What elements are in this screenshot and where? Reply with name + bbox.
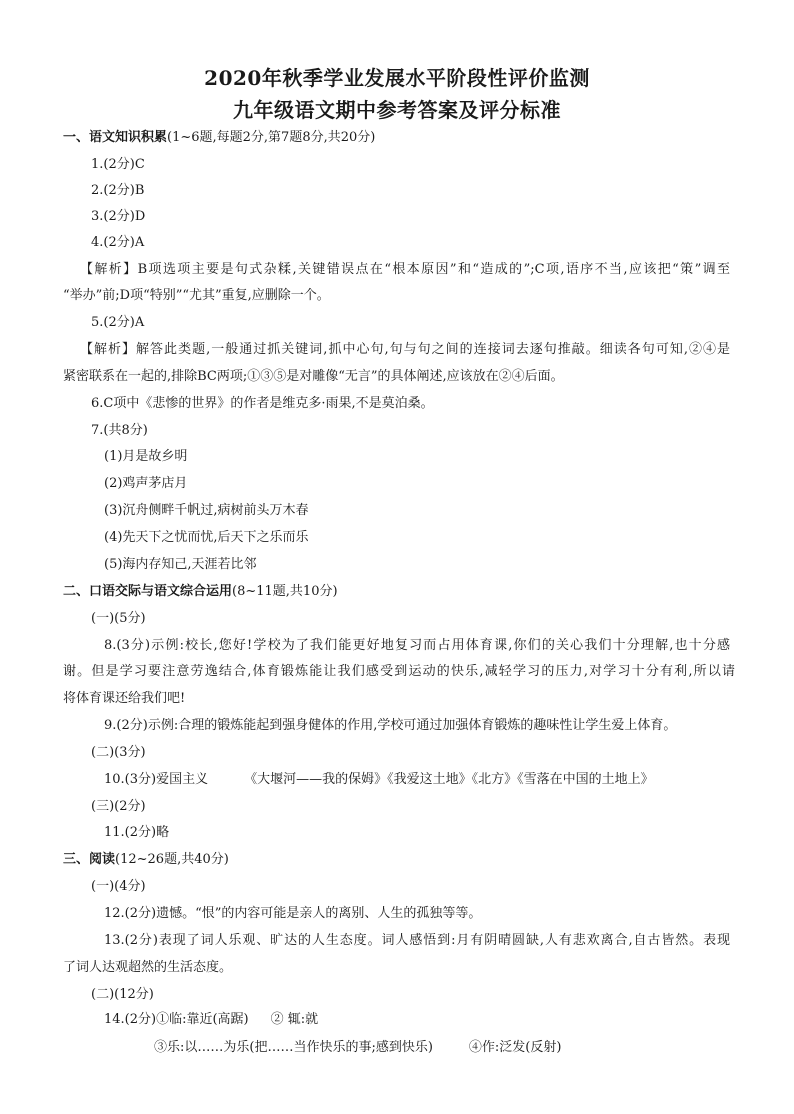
section-heading-1 [63,128,375,148]
answer-q5: 5.(2分)A [91,315,145,330]
subsection-3-1: (一)(4分) [91,879,146,894]
section-note: (8~11题,共10分) [232,584,338,599]
section-title: 一、语文知识积累 [63,130,168,145]
q14-item-1: 14.(2分)①临:靠近(高踞) [104,1012,249,1027]
q13-line2: 了词人达观超然的生活态度。 [63,960,233,975]
section-title: 三、阅读 [63,852,116,867]
q8-line1: 8.(3分)示例:校长,您好!学校为了我们能更好地复习而占用体育课,你们的关心我们十分理解,也十分感 [104,638,730,653]
answer-q6: 6.C项中《悲惨的世界》的作者是维克多·雨果,不是莫泊桑。 [91,396,434,411]
subsection-2-2: (二)(3分) [91,745,146,760]
answer-q1: 1.(2分)C [91,157,145,172]
page-subtitle: 九年级语文期中参考答案及评分标准 [233,98,561,122]
q5-explanation-line2: 紧密联系在一起的,排除BC两项;①③⑤是对雕像“无言”的具体阐述,应该放在②④后面。 [63,369,564,384]
q14-item-3: ③乐:以……为乐(把……当作快乐的事;感到快乐) [154,1040,433,1055]
q4-explanation-line1: 【解析】B项选项主要是句式杂糅,关键错误点在“根本原因”和“造成的”;C项,语序不当,应该把“策”调至 [80,262,730,277]
q4-explanation-line2: “举办”前;D项“特别”“尤其”重复,应删除一个。 [63,288,330,303]
page-title: 2020年秋季学业发展水平阶段性评价监测 [204,66,590,90]
section-heading-3 [63,850,229,870]
section-title: 二、口语交际与语文综合运用 [63,584,233,599]
q7-item-1: (1)月是故乡明 [104,449,188,464]
section-note: (1~6题,每题2分,第7题8分,共20分) [167,130,376,145]
q14-item-4: ④作:泛发(反射) [468,1040,562,1055]
answer-q7: 7.(共8分) [91,423,148,438]
subsection-3-2: (二)(12分) [91,987,154,1002]
q7-item-5: (5)海内存知己,天涯若比邻 [104,557,257,572]
answer-q12: 12.(2分)遗憾。“恨”的内容可能是亲人的离别、人生的孤独等等。 [104,906,482,921]
answer-q10 [104,770,654,790]
answer-q9: 9.(2分)示例:合理的锻炼能起到强身健体的作用,学校可通过加强体育锻炼的趣味性让学生爱上体育。 [104,718,677,733]
q10-answer-b: 《大堰河——我的保姆》《我爱这土地》《北方》《雪落在中国的土地上》 [244,772,654,787]
q5-explanation-line1: 【解析】解答此类题,一般通过抓关键词,抓中心句,句与句之间的连接词去逐句推敲。细读各句可知,②④是 [80,342,730,357]
q7-item-2: (2)鸡声茅店月 [104,476,188,491]
q7-item-4: (4)先天下之忧而忧,后天下之乐而乐 [104,530,309,545]
section-note: (12~26题,共40分) [115,852,229,867]
q14-item-2: ② 辄:就 [270,1012,319,1027]
subsection-2-1: (一)(5分) [91,611,146,626]
answer-q11: 11.(2分)略 [104,825,170,840]
answer-q14-row2 [154,1038,561,1058]
subsection-2-3: (三)(2分) [91,799,146,814]
answer-q2: 2.(2分)B [91,183,145,198]
answer-q14-row1 [104,1010,318,1030]
q8-line2: 谢。但是学习要注意劳逸结合,体育锻炼能让我们感受到运动的快乐,减轻学习的压力,对学习十分有利,所以请 [63,664,735,679]
answer-q4: 4.(2分)A [91,235,145,250]
section-heading-2 [63,582,338,602]
q7-item-3: (3)沉舟侧畔千帆过,病树前头万木春 [104,503,309,518]
answer-q3: 3.(2分)D [91,209,146,224]
q8-line3: 将体育课还给我们吧! [63,691,186,706]
q10-answer-a: 10.(3分)爱国主义 [104,772,209,787]
q13-line1: 13.(2分)表现了词人乐观、旷达的人生态度。词人感悟到:月有阴晴圆缺,人有悲欢离合,自古皆然。表现 [104,933,730,948]
